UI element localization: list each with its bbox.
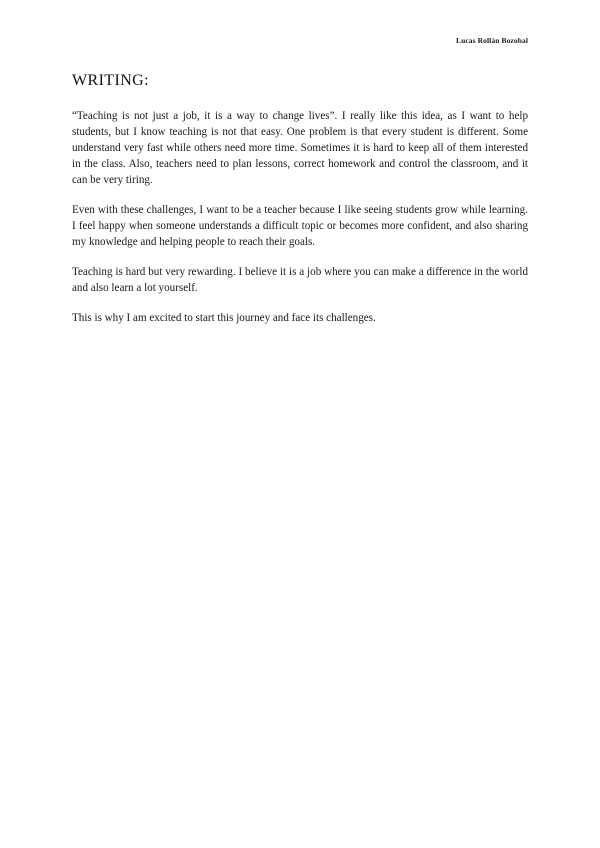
document-body: [72, 108, 528, 340]
paragraph-4: This is why I am excited to start this journey and face its challenges.: [72, 312, 376, 324]
author-name: Lucas Rollán Bozobal: [455, 36, 528, 45]
paragraph-2: Even with these challenges, I want to be a teacher because I like seeing students grow while learning. I feel happy when someone understands a difficult topic or becomes more confident, and also sharing my knowledge and helping people to reach their goals.: [72, 204, 528, 248]
paragraph-3: Teaching is hard but very rewarding. I believe it is a job where you can make a difference in the world and also learn a lot yourself.: [72, 266, 528, 294]
paragraph-1: “Teaching is not just a job, it is a way to change lives”. I really like this idea, as I want to help students, but I know teaching is not that easy. One problem is that every student is different. Some understand very fast while others need more time. Sometimes it is hard to keep all of them interested in the class. Also, teachers need to plan lessons, correct homework and control the classroom, and it can be very tiring.: [72, 110, 528, 186]
page-title: WRITING:: [72, 72, 149, 89]
